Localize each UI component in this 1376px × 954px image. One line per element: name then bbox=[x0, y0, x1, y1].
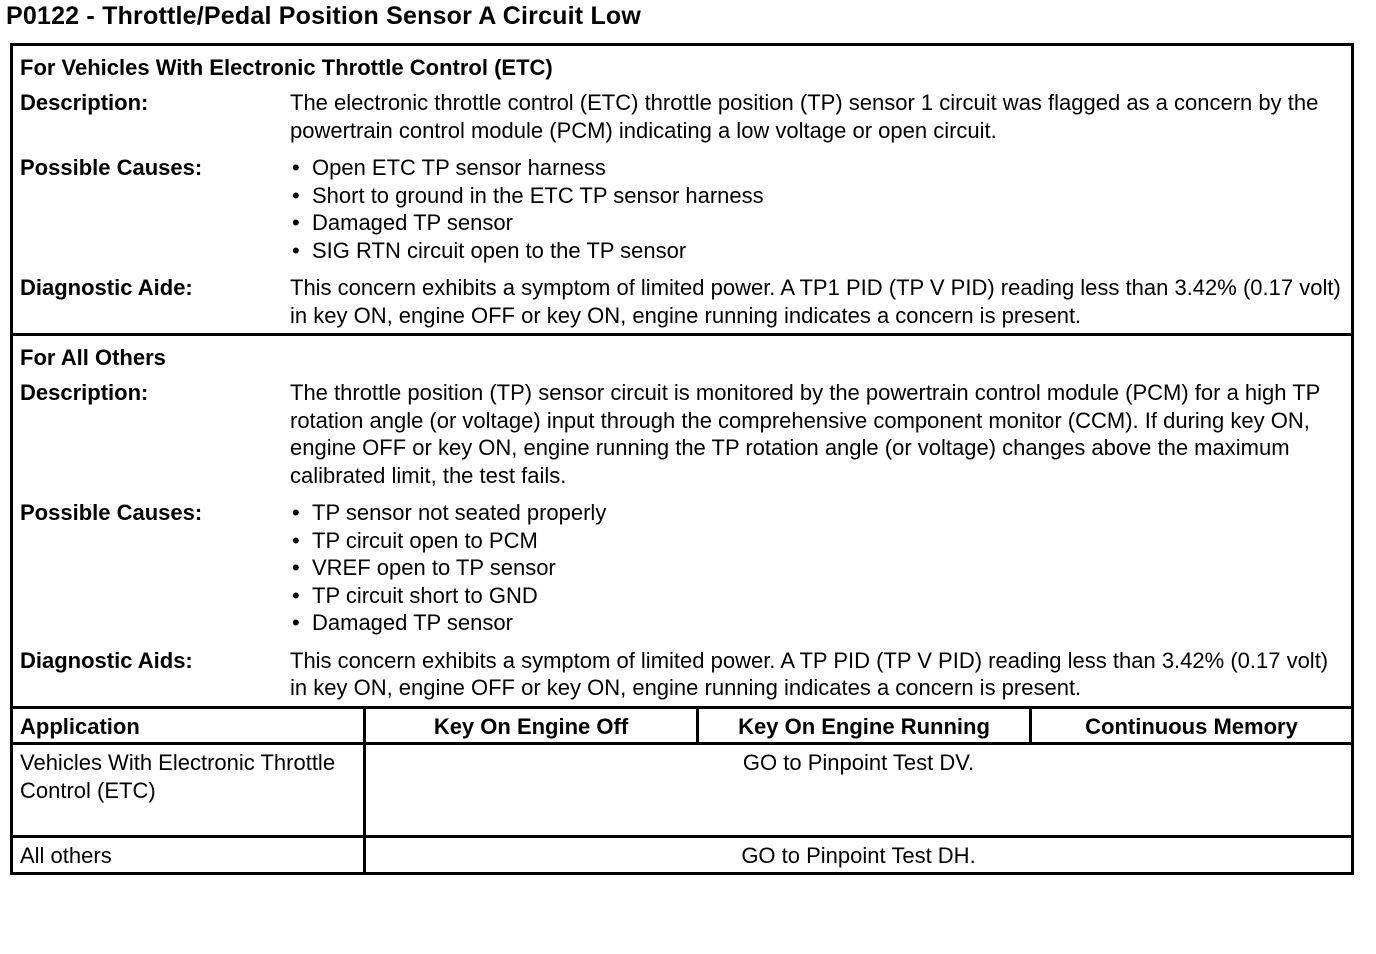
application-table bbox=[13, 709, 1351, 872]
cause-item: • TP circuit short to GND bbox=[290, 582, 1343, 610]
page-title: P0122 - Throttle/Pedal Position Sensor A Circuit Low bbox=[6, 2, 642, 30]
description-text: The throttle position (TP) sensor circuit is monitored by the powertrain control module (PCM) for a high TP rotation angle (or voltage) input through the comprehensive component monitor (CCM). If during key ON, engine OFF or key ON, engine running the TP rotation angle (or voltage) changes above the maximum calibrated limit, the test fails. bbox=[290, 380, 1320, 488]
column-header-application: Application bbox=[13, 709, 365, 744]
description-label: Description: bbox=[20, 90, 149, 115]
cause-item: • TP sensor not seated properly bbox=[290, 499, 1343, 527]
description-row bbox=[20, 379, 1343, 489]
possible-causes-list bbox=[290, 154, 1343, 264]
cause-item: • SIG RTN circuit open to the TP sensor bbox=[290, 237, 1343, 265]
diagnostic-aids-text: This concern exhibits a symptom of limited power. A TP PID (TP V PID) reading less than 3.42% (0.17 volt) in key ON, engine OFF or key ON, engine running indicates a concern is present. bbox=[290, 647, 1329, 700]
application-cell: Vehicles With Electronic Throttle Control (ETC) bbox=[13, 744, 365, 837]
section-etc bbox=[13, 46, 1351, 336]
pinpoint-test-cell: GO to Pinpoint Test DV. bbox=[365, 744, 1352, 837]
cause-item: • Short to ground in the ETC TP sensor harness bbox=[290, 182, 1343, 210]
diagnostic-aids-label: Diagnostic Aide: bbox=[20, 275, 193, 300]
column-header-koer: Key On Engine Running bbox=[698, 709, 1031, 744]
cause-item: • Damaged TP sensor bbox=[290, 609, 1343, 637]
cause-item: • TP circuit open to PCM bbox=[290, 527, 1343, 555]
section-heading: For Vehicles With Electronic Throttle Control (ETC) bbox=[20, 55, 553, 80]
section-heading: For All Others bbox=[20, 345, 166, 370]
description-text: The electronic throttle control (ETC) throttle position (TP) sensor 1 circuit was flagged as a concern by the powertrain control module (PCM) indicating a low voltage or open circuit. bbox=[290, 90, 1319, 143]
table-row bbox=[13, 744, 1351, 837]
cause-item: • Open ETC TP sensor harness bbox=[290, 154, 1343, 182]
diagnostic-aids-row bbox=[20, 274, 1343, 329]
dtc-table bbox=[10, 43, 1354, 875]
possible-causes-label: Possible Causes: bbox=[20, 155, 203, 180]
cause-item: • Damaged TP sensor bbox=[290, 209, 1343, 237]
possible-causes-row bbox=[20, 499, 1343, 637]
possible-causes-list bbox=[290, 499, 1343, 637]
pinpoint-test-cell: GO to Pinpoint Test DH. bbox=[365, 837, 1352, 872]
possible-causes-label: Possible Causes: bbox=[20, 500, 203, 525]
description-label: Description: bbox=[20, 380, 149, 405]
description-row bbox=[20, 89, 1343, 144]
possible-causes-row bbox=[20, 154, 1343, 264]
table-row bbox=[13, 837, 1351, 872]
application-cell: All others bbox=[13, 837, 365, 872]
diagnostic-aids-row bbox=[20, 647, 1343, 702]
column-header-koeo: Key On Engine Off bbox=[365, 709, 698, 744]
table-header-row bbox=[13, 709, 1351, 744]
diagnostic-aids-label: Diagnostic Aids: bbox=[20, 647, 193, 673]
column-header-continuous-memory: Continuous Memory bbox=[1031, 709, 1352, 744]
section-all-others bbox=[13, 336, 1351, 709]
cause-item: • VREF open to TP sensor bbox=[290, 554, 1343, 582]
diagnostic-aids-text: This concern exhibits a symptom of limited power. A TP1 PID (TP V PID) reading less than 3.42% (0.17 volt) in key ON, engine OFF or key ON, engine running indicates a concern is present. bbox=[290, 275, 1341, 328]
